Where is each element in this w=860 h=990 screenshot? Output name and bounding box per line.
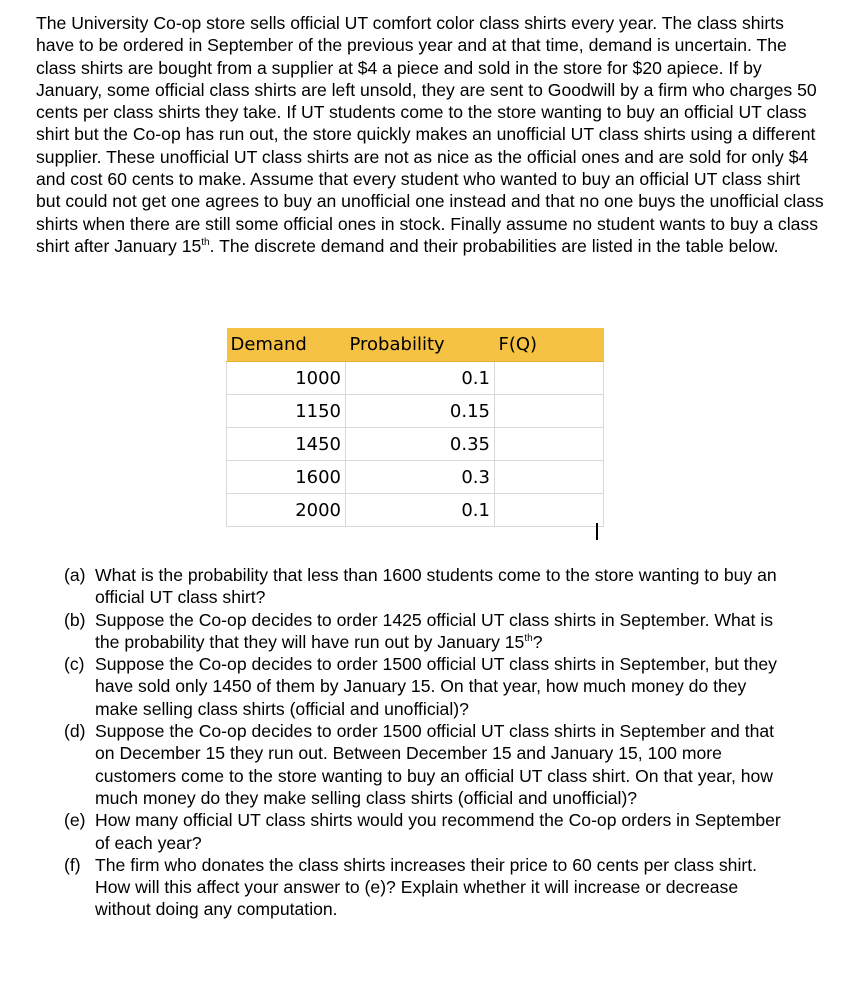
intro-tail: . The discrete demand and their probabilities are listed in the table below. bbox=[209, 235, 779, 256]
table-row bbox=[227, 461, 604, 494]
question-d bbox=[64, 720, 794, 809]
question-label: (d) bbox=[64, 721, 86, 742]
header-probability: Probability bbox=[346, 328, 495, 362]
fq-cell bbox=[495, 461, 604, 494]
fq-cell bbox=[495, 395, 604, 428]
intro-text: The University Co-op store sells official UT comfort color class shirts every year. The class shirts have to be ordered in September of the previous year and at that time, demand is uncertain. The class shirts are bought from a supplier at $4 a piece and sold in the store for $20 apiece. If by January, some official class shirts are left unsold, they are sent to Goodwill by a firm who charges 50 cents per class shirts they take. If UT students come to the store wanting to buy an official UT class shirt but the Co-op has run out, the store quickly makes an unofficial UT class shirts using a different supplier. These unofficial UT class shirts are not as nice as the official ones and are sold for only $4 and cost 60 cents to make. Assume that every student who wanted to buy an official UT class shirt but could not get one agrees to buy an unofficial one instead and that no one buys the unofficial class shirts when there are still some official ones in stock. Finally assume no student wants to buy a class shirt after January 15 bbox=[36, 13, 824, 256]
table-row bbox=[227, 362, 604, 395]
demand-cell: 2000 bbox=[227, 494, 346, 527]
question-b bbox=[64, 609, 794, 654]
question-e bbox=[64, 809, 794, 854]
demand-cell: 1000 bbox=[227, 362, 346, 395]
probability-cell: 0.1 bbox=[346, 494, 495, 527]
header-fq: F(Q) bbox=[495, 328, 604, 362]
intro-superscript: th bbox=[201, 237, 210, 249]
table-row bbox=[227, 428, 604, 461]
header-demand: Demand bbox=[227, 328, 346, 362]
question-label: (a) bbox=[64, 565, 86, 585]
fq-cell bbox=[495, 494, 604, 527]
question-a bbox=[64, 564, 794, 609]
demand-table bbox=[226, 328, 604, 527]
probability-cell: 0.1 bbox=[346, 362, 495, 395]
probability-cell: 0.3 bbox=[346, 461, 495, 494]
fq-cell bbox=[495, 362, 604, 395]
demand-cell: 1450 bbox=[227, 428, 346, 461]
probability-cell: 0.35 bbox=[346, 428, 495, 461]
question-text: How many official UT class shirts would you recommend the Co-op orders in September of each year? bbox=[95, 810, 781, 853]
demand-cell: 1600 bbox=[227, 461, 346, 494]
question-label: (f) bbox=[64, 854, 81, 875]
table-header-row bbox=[227, 328, 604, 362]
question-superscript: th bbox=[524, 633, 533, 645]
question-text: What is the probability that less than 1600 students come to the store wanting to buy an official UT class shirt? bbox=[95, 565, 777, 608]
table-row bbox=[227, 395, 604, 428]
question-label: (e) bbox=[64, 810, 86, 831]
question-tail: ? bbox=[532, 631, 543, 652]
question-text: Suppose the Co-op decides to order 1500 official UT class shirts in September and that on December 15 they run out. Between December 15 and January 15, 100 more customers come to the store wanting to buy an official UT class shirt. On that year, how much money do they make selling class shirts (official and unofficial)? bbox=[95, 721, 775, 808]
question-list bbox=[64, 564, 794, 921]
question-text: The firm who donates the class shirts increases their price to 60 cents per class shirt. How will this affect your answer to (e)? Explain whether it will increase or decrease without doing any computation. bbox=[95, 854, 757, 920]
text-cursor bbox=[596, 523, 598, 540]
question-label: (b) bbox=[64, 609, 86, 630]
question-f bbox=[64, 854, 794, 921]
demand-cell: 1150 bbox=[227, 395, 346, 428]
question-text: Suppose the Co-op decides to order 1425 official UT class shirts in September. What is the probability that they will have run out by January 15 bbox=[95, 609, 774, 652]
question-text: Suppose the Co-op decides to order 1500 official UT class shirts in September, but they have sold only 1450 of them by January 15. On that year, how much money do they make selling class shirts (official and unofficial)? bbox=[95, 654, 777, 719]
fq-cell bbox=[495, 428, 604, 461]
intro-paragraph bbox=[36, 12, 826, 257]
probability-cell: 0.15 bbox=[346, 395, 495, 428]
question-c bbox=[64, 653, 794, 720]
table-row bbox=[227, 494, 604, 527]
question-label: (c) bbox=[64, 654, 85, 675]
